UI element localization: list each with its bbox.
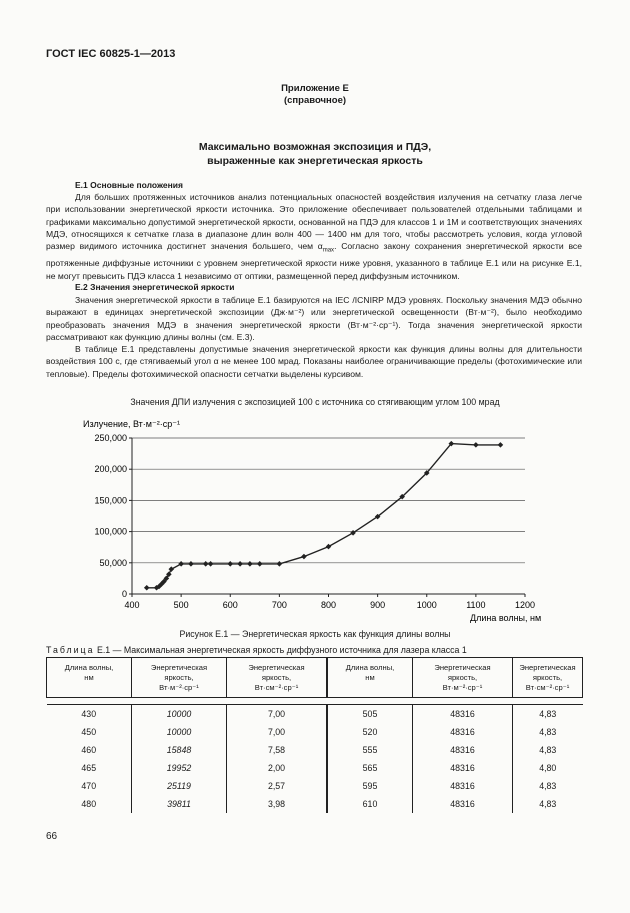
document-id: ГОСТ IEC 60825-1—2013 [46,48,176,60]
x-tick-label: 1200 [514,600,536,610]
cell-wavelength: 480 [81,799,97,809]
cell-radiance-cm: 4,80 [513,759,583,777]
figure-caption: Рисунок Е.1 — Энергетическая яркость как функция длины волны [179,629,451,639]
cell-wavelength: 555 [327,741,413,759]
appendix-type: (справочное) [283,95,347,106]
cell-radiance-cm: 7,00 [227,723,328,741]
data-point [257,561,263,567]
cell-radiance-m: 48316 [413,741,513,759]
data-point [301,554,307,560]
data-point [169,566,175,572]
data-point [277,561,283,567]
cell-wavelength: 595 [327,777,413,795]
cell-wavelength: 465 [81,763,97,773]
table-row [47,723,583,741]
section-2-heading: Е.2 Значения энергетической яркости [75,282,235,292]
x-tick-label: 1000 [416,600,437,610]
cell-radiance-m: 25119 [132,777,227,795]
cell-radiance-cm: 3,98 [227,795,328,813]
cell-radiance-m: 48316 [413,777,513,795]
data-point [208,561,214,567]
cell-radiance-cm: 4,83 [513,795,583,813]
cell-radiance-cm: 4,83 [513,741,583,759]
x-tick-label: 900 [370,600,386,610]
table-header-row [47,658,583,698]
data-point [247,561,253,567]
col-header-radiance-m-2: Энергетическая яркость, Вт·м⁻²·ср⁻¹ [413,658,513,698]
y-tick-label: 250,000 [94,433,127,443]
radiance-chart [0,410,630,625]
section-2-paragraph-1: Значения энергетической яркости в таблице Е.1 базируются на IEC /ICNIRP МДЭ уровнях. Поскольку значения МДЭ обычно выражают в единицах энергетической экспозиции (Дж·м⁻²) или энергетической освещенности (Вт·м⁻²), было необходимо преобразовать значения МДЭ в значения энергетической яркости (Вт·м⁻²·ср⁻¹). Тогда значения энергетической яркости рассматривают как функцию длины волны (см. Е.3). [46,295,582,342]
col-header-radiance-cm: Энергетическая яркость, Вт·см⁻²·ср⁻¹ [227,658,328,698]
data-point [473,442,479,448]
x-tick-label: 1100 [466,600,486,610]
cell-radiance-m: 10000 [132,723,227,741]
col-header-wavelength-2: Длина волны, нм [327,658,413,698]
data-point [203,561,209,567]
cell-wavelength: 450 [81,727,97,737]
section-2-body [46,294,582,380]
section-1-paragraph: Для больших протяженных источников анализ потенциальных опасностей воздействия излучения на сетчатку глаза легче при использовании энергетической яркости источника. Это приложение обеспечивает пользователей отдельными таблицами и графиками максимально допустимой энергетической яркости, основанной на ПДЭ для классов 1 и 1М и соответствующих значениях МДЭ, относящихся к сетчатке глаза в диапазоне длин волн 400 — 1400 нм для того, чтобы рассмотреть условия, когда угловой размер видимого источника достигнет значения большего, чем $\alpha_{max}$. Согласно закону сохранения энергетической яркости все протяженные диффузные источники с уровнем энергетической яркости ниже уровня, указанного в таблице Е.1 или на рисунке Е.1, не могут превысить ПДЭ класса 1 независимо от оптики, размещенной перед диффузным источником. [46,192,582,281]
chart-y-axis-label: Излучение, Вт·м⁻²·ср⁻¹ [83,419,180,429]
data-point [326,544,332,550]
x-tick-label: 600 [222,600,238,610]
section-1-heading: Е.1 Основные положения [75,180,183,190]
x-tick-label: 800 [320,600,337,610]
table-row [47,795,583,813]
table-row [47,777,583,795]
col-header-radiance-m: Энергетическая яркость, Вт·м⁻²·ср⁻¹ [132,658,227,698]
cell-radiance-m: 48316 [413,759,513,777]
appendix-title-line1: Максимально возможная экспозиция и ПДЭ, [198,141,432,153]
chart-title: Значения ДПИ излучения с экспозицией 100 с источника со стягивающим углом 100 мрад [130,397,500,407]
chart-series-line [147,444,501,588]
chart-x-axis-label: Длина волны, нм [470,613,542,623]
section-2-paragraph-2: В таблице Е.1 представлены допустимые значения энергетической яркости как функция длины волны для длительности воздействия 100 с, где стягиваемый угол α не менее 100 мрад. Показаны наиболее ограничивающие пределы (фотохимические или тепловые). Пределы фотохимической опасности сетчатки выделены курсивом. [46,344,582,379]
x-tick-label: 500 [173,600,189,610]
col-header-radiance-cm-2: Энергетическая яркость, Вт·см⁻²·ср⁻¹ [513,658,583,698]
cell-radiance-m: 39811 [132,795,227,813]
cell-wavelength: 565 [327,759,413,777]
section-1-body [46,191,582,282]
data-point [188,561,194,567]
cell-radiance-m: 15848 [132,741,227,759]
cell-radiance-cm: 4,83 [513,777,583,795]
page-number: 66 [46,831,58,842]
y-tick-label: 50,000 [99,557,127,568]
data-point [237,561,243,567]
col-header-wavelength: Длина волны, нм [47,658,132,698]
cell-radiance-cm: 4,83 [513,705,583,724]
cell-radiance-cm: 7,58 [227,741,328,759]
y-tick-label: 0 [121,589,127,599]
cell-wavelength: 460 [81,745,97,755]
cell-radiance-cm: 4,83 [513,723,583,741]
x-tick-label: 700 [271,600,287,610]
y-tick-label: 100,000 [94,526,127,537]
table-row [47,741,583,759]
cell-wavelength: 470 [81,781,97,791]
table-row [47,759,583,777]
y-tick-label: 200,000 [94,464,127,475]
cell-radiance-m: 48316 [413,705,513,724]
cell-radiance-m: 10000 [132,705,227,724]
data-point [227,561,233,567]
cell-radiance-m: 48316 [413,795,513,813]
table-caption: Таблица Е.1 — Максимальная энергетическая яркость диффузного источника для лазера класса 1 [46,645,467,655]
data-point [498,442,504,448]
cell-radiance-cm: 7,00 [227,705,328,724]
appendix-title-line2: выраженные как энергетическая яркость [207,155,423,167]
y-tick-label: 150,000 [94,495,127,506]
x-tick-label: 400 [124,600,140,610]
cell-wavelength: 505 [327,705,413,724]
data-point [144,585,150,591]
cell-wavelength: 520 [327,723,413,741]
cell-radiance-m: 48316 [413,723,513,741]
radiance-table [46,657,583,813]
cell-wavelength: 610 [327,795,413,813]
cell-radiance-cm: 2,57 [227,777,328,795]
cell-wavelength: 430 [81,709,97,719]
appendix-label: Приложение Е [281,83,349,94]
cell-radiance-m: 19952 [132,759,227,777]
table-row [47,705,583,724]
cell-radiance-cm: 2,00 [227,759,328,777]
data-point [178,561,184,567]
